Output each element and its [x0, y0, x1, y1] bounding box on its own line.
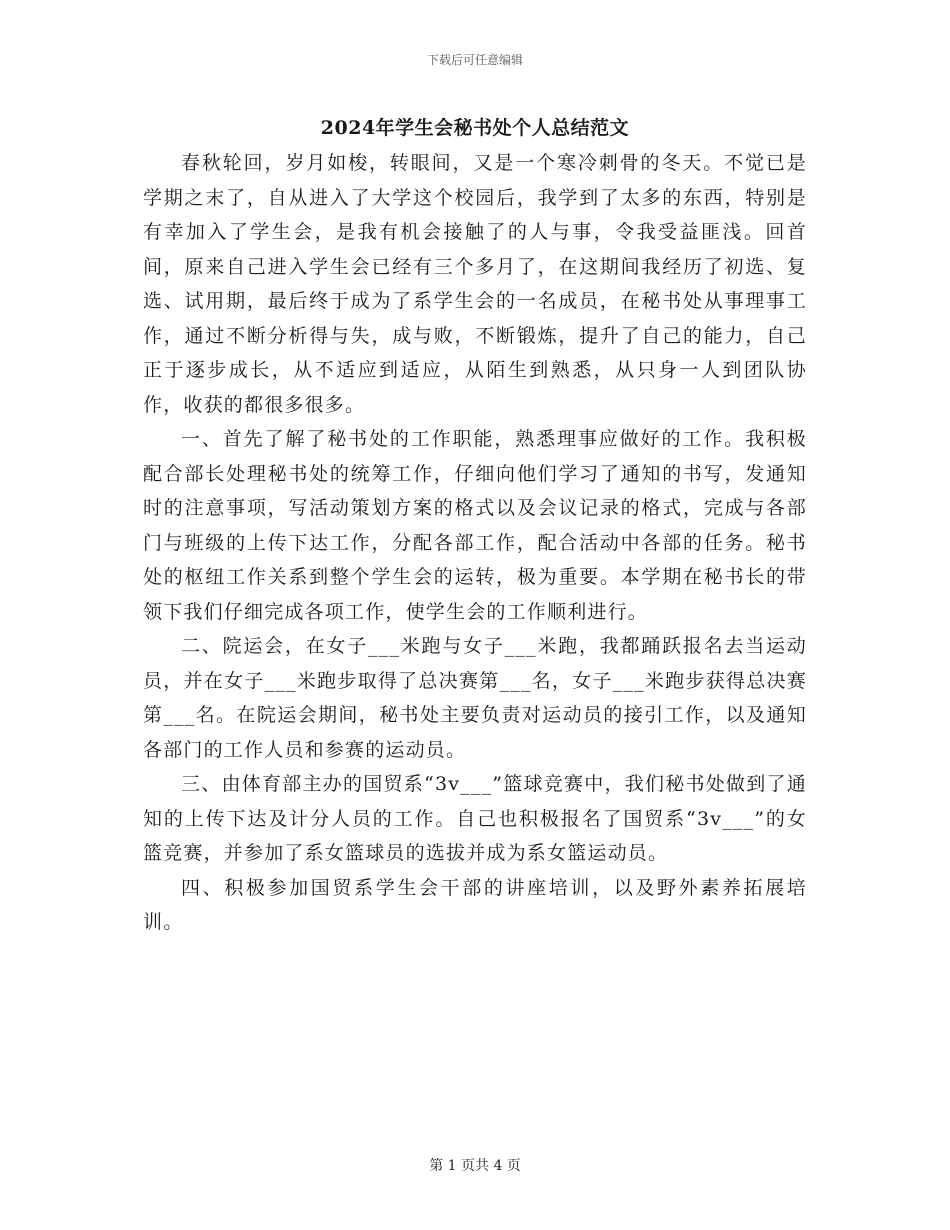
- page-number: 第 1 页共 4 页: [429, 1158, 521, 1174]
- paragraph-section-4: 四、积极参加国贸系学生会干部的讲座培训，以及野外素养拓展培训。: [143, 876, 807, 933]
- paragraph-intro: 春秋轮回，岁月如梭，转眼间，又是一个寒冷刺骨的冬天。不觉已是学期之末了，自从进入了大学这个校园后，我学到了太多的东西，特别是有幸加入了学生会，是我有机会接触了的人与事，令我受益匪浅。回首间，原来自己进入学生会已经有三个多月了，在这期间我经历了初选、复选、试用期，最后终于成为了系学生会的一名成员，在秘书处从事理事工作，通过不断分析得与失，成与败，不断锻炼，提升了自己的能力，自己正于逐步成长，从不适应到适应，从陌生到熟悉，从只身一人到团队协作，收获的都很多很多。: [143, 152, 807, 416]
- paragraph-section-3: 三、由体育部主办的国贸系“3v___”篮球竞赛中，我们秘书处做到了通知的上传下达及计分人员的工作。自己也积极报名了国贸系“3v___”的女篮竞赛，并参加了系女篮球员的选拔并成为系女篮运动员。: [143, 773, 807, 864]
- document-body: [143, 146, 807, 940]
- document-title: 2024年学生会秘书处个人总结范文: [320, 117, 630, 139]
- page-header-note: 下载后可任意编辑: [426, 53, 523, 67]
- paragraph-section-1: 一、首先了解了秘书处的工作职能，熟悉理事应做好的工作。我积极配合部长处理秘书处的统筹工作，仔细向他们学习了通知的书写，发通知时的注意事项，写活动策划方案的格式以及会议记录的格式，完成与各部门与班级的上传下达工作，分配各部工作，配合活动中各部的任务。秘书处的枢纽工作关系到整个学生会的运转，极为重要。本学期在秘书长的带领下我们仔细完成各项工作，使学生会的工作顺利进行。: [143, 428, 807, 623]
- paragraph-section-2: 二、院运会，在女子___米跑与女子___米跑，我都踊跃报名去当运动员，并在女子___米跑步取得了总决赛第___名，女子___米跑步获得总决赛第___名。在院运会期间，秘书处主要负责对运动员的接引工作，以及通知各部门的工作人员和参赛的运动员。: [143, 635, 807, 761]
